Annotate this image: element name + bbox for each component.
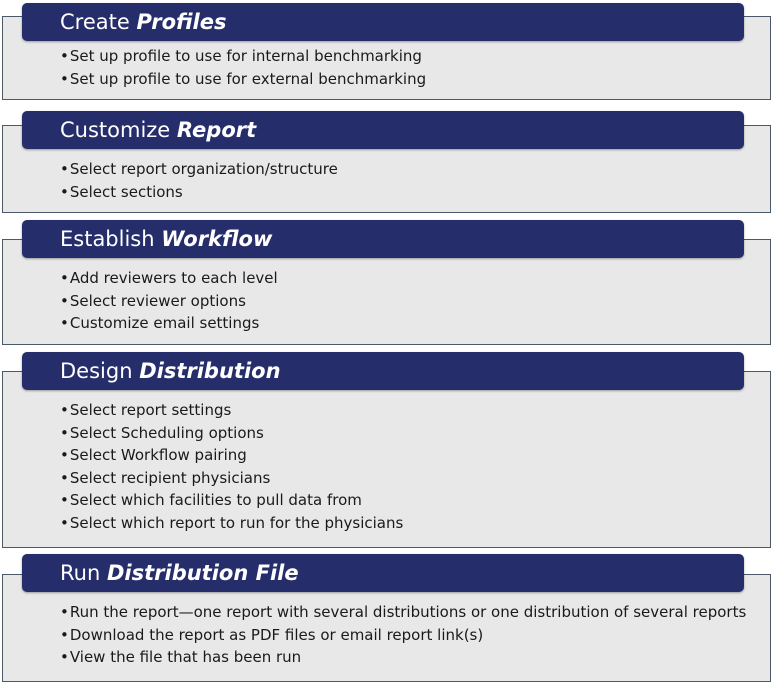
- step-verb: Run: [60, 561, 101, 585]
- step-verb: Establish: [60, 227, 155, 251]
- bullet-item: • Select recipient physicians: [60, 467, 403, 490]
- bullet-item: • Select sections: [60, 181, 338, 204]
- bullet-list: [60, 399, 403, 534]
- step-header: [22, 3, 744, 41]
- bullet-item: • Select report settings: [60, 399, 403, 422]
- step-noun: Report: [176, 118, 257, 142]
- step-verb: Customize: [60, 118, 171, 142]
- bullet-item: • Select which report to run for the physicians: [60, 512, 403, 535]
- step-run-distribution-file: [0, 554, 773, 682]
- bullet-item: • Set up profile to use for external benchmarking: [60, 68, 426, 91]
- bullet-list: [60, 158, 338, 203]
- bullet-item: • Customize email settings: [60, 312, 278, 335]
- bullet-item: • Select Workflow pairing: [60, 444, 403, 467]
- step-create-profiles: [0, 0, 773, 100]
- step-customize-report: [0, 111, 773, 213]
- step-design-distribution: [0, 352, 773, 548]
- step-noun: Distribution File: [106, 561, 299, 585]
- step-noun: Profiles: [136, 10, 227, 34]
- step-header: [22, 554, 744, 592]
- bullet-item: • Select Scheduling options: [60, 422, 403, 445]
- step-verb: Create: [60, 10, 130, 34]
- bullet-item: • Download the report as PDF files or email report link(s): [60, 624, 746, 647]
- step-header: [22, 111, 744, 149]
- step-noun: Workflow: [161, 227, 273, 251]
- step-establish-workflow: [0, 219, 773, 345]
- step-header: [22, 220, 744, 258]
- bullet-item: • Select reviewer options: [60, 290, 278, 313]
- bullet-item: • Set up profile to use for internal benchmarking: [60, 45, 426, 68]
- bullet-item: • Add reviewers to each level: [60, 267, 278, 290]
- bullet-item: • Select which facilities to pull data from: [60, 489, 403, 512]
- step-header: [22, 352, 744, 390]
- bullet-item: • Select report organization/structure: [60, 158, 338, 181]
- bullet-list: [60, 45, 426, 90]
- bullet-item: • View the file that has been run: [60, 646, 746, 669]
- bullet-item: • Run the report—one report with several distributions or one distribution of several reports: [60, 601, 746, 624]
- step-noun: Distribution: [139, 359, 281, 383]
- step-verb: Design: [60, 359, 133, 383]
- bullet-list: [60, 267, 278, 335]
- bullet-list: [60, 601, 746, 669]
